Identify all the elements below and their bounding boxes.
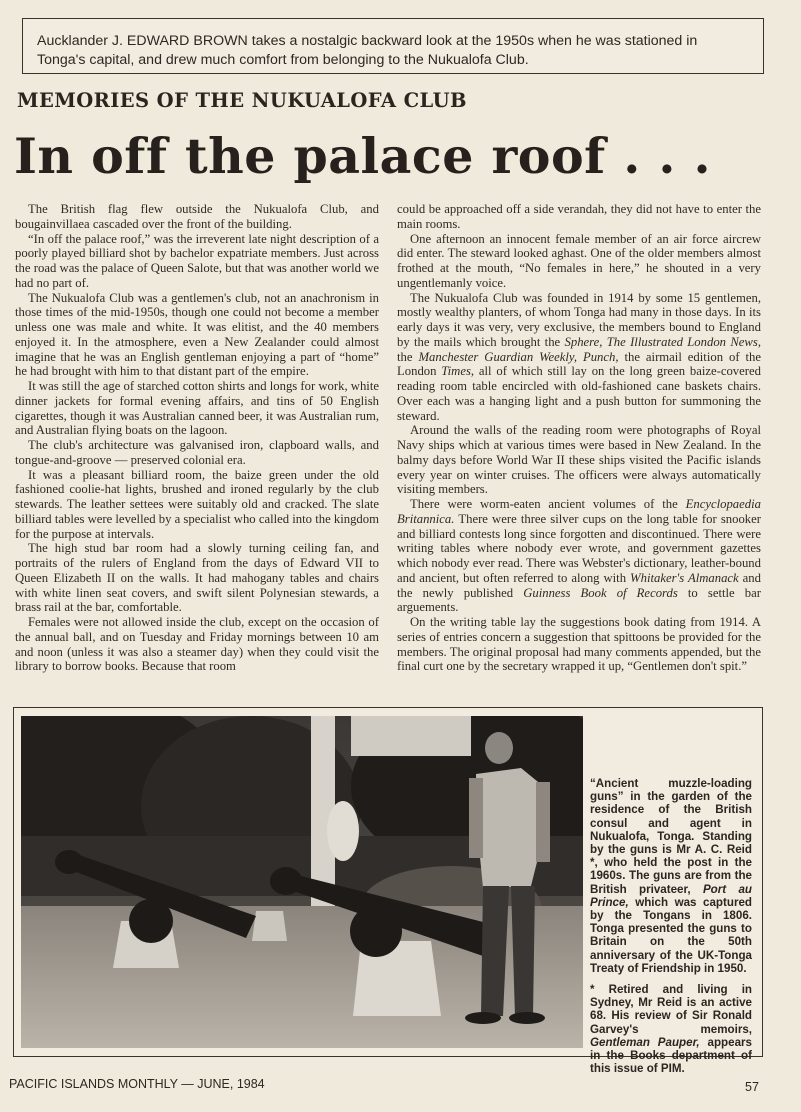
paragraph-continued: could be approached off a side verandah, they did not have to enter the main rooms.	[397, 202, 761, 231]
publication-title: Whitaker's Almanack	[630, 570, 739, 585]
paragraph: The high stud bar room had a slowly turning ceiling fan, and portraits of the rulers of England from the days of Edward VII to Queen Elizabeth II on the walls. It had mahogany tables and chairs with white linen seat covers, and swift silent Polynesian stewards, a brass rail at the bar, comfortable.	[15, 541, 379, 615]
intro-text: Aucklander J. EDWARD BROWN takes a nostalgic backward look at the 1950s when he was stationed in Tonga's capital, and drew much comfort from belonging to the Nukualofa Club.	[37, 33, 698, 68]
text-run: The Nukualofa Club was founded in 1914 by some 15 gentlemen, mostly wealthy planters, of whom Tonga had many in those days. In its early days it was very, very exclusive, the members bound to England by the mails which brought the	[397, 290, 761, 349]
publication-title: Manchester Guardian Weekly, Punch,	[418, 349, 619, 364]
paragraph: The Nukualofa Club was a gentlemen's club, not an anachronism in those times of the mid-1950s, though one could not become a member unless one was male and white. It was elitist, and the 40 members enjoyed it. In the atmosphere, even a New Zealander could almost imagine that he was an English gentleman enjoying a part of “home” he had brought with him to that distant part of the empire.	[15, 290, 379, 379]
paragraph: It was a pleasant billiard room, the baize green under the old fashioned coolie-hat lights, brushed and ironed regularly by the club stewards. The leather settees were suitably old and cracked. The slate billiard tables were levelled by a specialist who called into the kingdom for the purpose at intervals.	[15, 467, 379, 541]
text-run: the	[397, 349, 419, 364]
text-run: to settle bar arguements.	[397, 585, 761, 615]
paragraph: The British flag flew outside the Nukualofa Club, and bougainvillaea cascaded over the front of the building.	[15, 202, 379, 231]
text-run: There were worm-eaten ancient volumes of the	[410, 497, 686, 511]
paragraph: Females were not allowed inside the club, except on the occasion of the annual ball, and on Tuesday and Friday mornings between 10 am and noon (unless it was also a steamer day) when they could visit the library to borrow books. Because that room	[15, 615, 379, 674]
photo-caption	[590, 777, 752, 1083]
text-run: * Retired and living in Sydney, Mr Reid is an active 68. His review of Sir Ronald Garvey's memoirs,	[590, 983, 752, 1036]
text-run: “Ancient muzzle-loading guns” in the garden of the residence of the British consul and agent in Nukualofa, Tonga. Standing by the guns is Mr A. C. Reid *, who held the post in the 1960s. The guns are from the British privateer,	[590, 777, 752, 896]
paragraph: The club's architecture was galvanised iron, clapboard walls, and tongue-and-groove — preserved colonial era.	[15, 438, 379, 467]
book-title: Gentleman Pauper,	[590, 1035, 700, 1049]
paragraph	[397, 497, 761, 615]
publication-title: Times,	[441, 364, 475, 379]
publication-title: Sphere, The Illustrated London News,	[564, 334, 761, 349]
text-run: appears in the Books department of this issue of PIM.	[590, 1035, 752, 1076]
intro-box	[22, 18, 764, 74]
article-column-left	[15, 202, 379, 674]
publication-title: Guinness Book of Records	[523, 585, 678, 600]
text-run: and the newly published	[397, 570, 761, 600]
text-run: all of which still lay on the long green baize-covered reading room table encircled with old-fashioned cane baskets chairs. Over each was a hanging light and a push button for summoning the steward.	[397, 364, 761, 423]
text-run: the airmail edition of the London	[397, 349, 761, 379]
text-run: which was captured by the Tongans in 1806. Tonga presented the guns to Britain on the 50th anniversary of the UK-Tonga Treaty of Friendship in 1950.	[590, 895, 752, 975]
publication-title: Encyclopaedia Britannica.	[397, 497, 761, 526]
headline: In off the palace roof . . .	[14, 127, 712, 185]
photo-cannons	[21, 716, 583, 1048]
ship-name: Port au Prince,	[590, 882, 752, 909]
paragraph: Around the walls of the reading room were photographs of Royal Navy ships which at various times were based in New Zealand. In the balmy days before World War II these ships visited the Pacific islands every year on winter cruises. The officers were always automatically visiting members.	[397, 423, 761, 497]
paragraph	[397, 291, 761, 424]
footer-publication: PACIFIC ISLANDS MONTHLY — JUNE, 1984	[9, 1077, 265, 1091]
text-run: There were three silver cups on the long table for snooker and billiard contests long since forgotten and discontinued. There were writing tables where nobody ever wrote, and government gazettes which nobody ever read. There was Webster's dictionary, leather-bound and ancient, but often referred to along with	[397, 511, 761, 585]
caption-main	[590, 777, 752, 975]
page-number: 57	[745, 1080, 759, 1094]
paragraph: It was still the age of starched cotton shirts and longs for work, white dinner jackets for formal evening affairs, and tins of 50 English cigarettes, though it was Australian canned beer, it was Australian rum, and Australian flying boats on the lagoon.	[15, 379, 379, 438]
article-column-right	[397, 202, 761, 674]
caption-footnote	[590, 983, 752, 1075]
kicker-heading: MEMORIES OF THE NUKUALOFA CLUB	[17, 89, 467, 112]
paragraph: One afternoon an innocent female member of an air force aircrew did enter. The steward looked aghast. One of the older members almost frothed at the mouth, “No females in here,” he shouted in a very ungentlemanly voice.	[397, 231, 761, 290]
paragraph: “In off the palace roof,” was the irreverent late night description of a poorly played billiard shot by bachelor expatriate members. Just across the road was the palace of Queen Salote, but that was another world we had no part of.	[15, 231, 379, 290]
paragraph: On the writing table lay the suggestions book dating from 1914. A series of entries concern a suggestion that spittoons be provided for the members. The original proposal had many comments appended, but the final curt one by the secretary wrapped it up, “Gentlemen don't spit.”	[397, 615, 761, 674]
